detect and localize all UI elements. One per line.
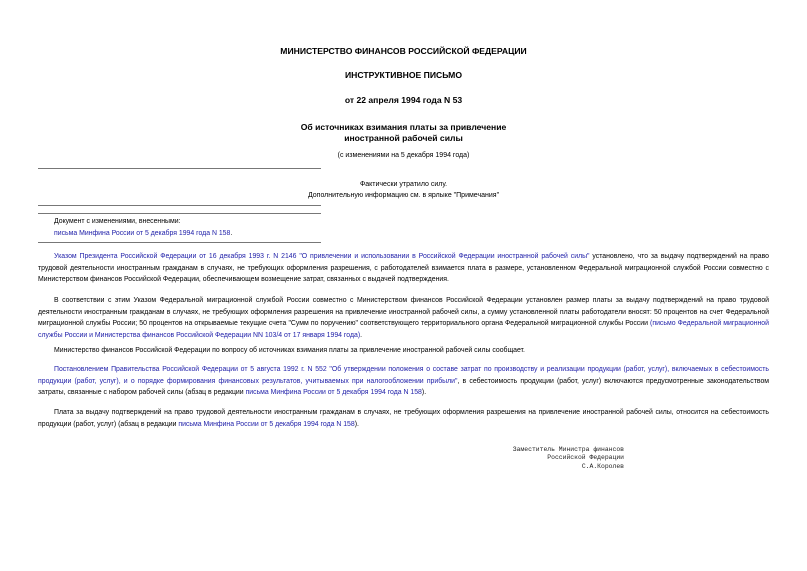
minfin-letter-link[interactable]: письма Минфина России от 5 декабря 1994 года N 158: [178, 420, 355, 428]
changes-note-label: Документ с изменениями, внесенными:: [54, 218, 181, 225]
signature-organization: Российской Федерации: [547, 454, 624, 462]
signature-position: Заместитель Министра финансов: [512, 446, 624, 453]
divider: [38, 242, 321, 243]
ministry-heading: МИНИСТЕРСТВО ФИНАНСОВ РОССИЙСКОЙ ФЕДЕРАЦИИ: [280, 46, 527, 56]
status-line-2: Дополнительную информацию см. в ярлыке "Примечания": [307, 192, 500, 199]
amendment-link[interactable]: письма Минфина России от 5 декабря 1994 года N 158: [54, 229, 231, 237]
document-type: ИНСТРУКТИВНОЕ ПИСЬМО: [344, 70, 463, 80]
paragraph-5: Плата за выдачу подтверждений на право трудовой деятельности иностранным гражданам в случаях, не требующих оформления разрешения на привлечение иностранной рабочей силы, относится на себестоимость продукции (работ, услуг) (абзац в редакции письма Минфина России от 5 декабря 1994 года N 158).: [38, 409, 769, 428]
divider: [38, 168, 321, 169]
paragraph-2: В соответствии с этим Указом Федеральной миграционной службой России совместно с Министерством финансов Российской Федерации установлен размер платы за выдачу подтверждений на право трудовой деятельности иностранным гражданам в случаях, не требующих оформления разрешения на привлечение иностранной рабочей силы, а сумму установленной платы работодатели вносят: 50 процентов на счет Федеральной миграционной службы России; 50 процентов на открываемые текущие счета "Сумм по поручению" соответствующего территориального органа Федеральной миграционной службы России (письмо Федеральной миграционной службы России и Министерства финансов Российской Федерации NN 103/4 от 17 января 1994 года).: [38, 297, 769, 340]
minfin-letter-link[interactable]: письма Минфина России от 5 декабря 1994 года N 158: [245, 389, 422, 397]
status-line-1: Фактически утратило силу.: [359, 181, 448, 188]
paragraph-4: Постановлением Правительства Российской Федерации от 5 августа 1992 г. N 552 "Об утверждении положения о составе затрат по производству и реализации продукции (работ, услуг), включаемых в себестоимость продукции (работ, услуг), и о порядке формирования финансовых результатов, учитываемых при налогообложении прибыли", в себестоимость продукции (работ, услуг) включаются предусмотренные законодательством затраты, связанные с набором рабочей силы (абзац в редакции письма Минфина России от 5 декабря 1994 года N 158).: [38, 366, 770, 397]
amendments-note: (с изменениями на 5 декабря 1994 года): [337, 152, 470, 159]
decree-link[interactable]: Указом Президента Российской Федерации от 16 декабря 1993 г. N 2146 "О привлечении и использовании в Российской Федерации иностранной рабочей силы": [54, 253, 590, 260]
fms-letter-link[interactable]: (письмо Федеральной миграционной службы России и Министерства финансов Российской Федерации NN 103/4 от 17 января 1994 года): [38, 320, 769, 340]
paragraph-1: Указом Президента Российской Федерации от 16 декабря 1993 г. N 2146 "О привлечении и использовании в Российской Федерации иностранной рабочей силы" установлено, что за выдачу подтверждений на право трудовой деятельности иностранным гражданам в случаях, не требующих оформления разрешения, с работодателей взимается плата в размере, установленном Федеральной миграционной службой России совместно с Министерством финансов Российской Федерации, обеспечивающем возмещение затрат, связанных с выдачей подтверждения.: [38, 253, 769, 284]
document-date-number: от 22 апреля 1994 года N 53: [344, 95, 463, 105]
divider: [38, 205, 321, 206]
resolution-link[interactable]: Постановлением Правительства Российской Федерации от 5 августа 1992 г. N 552 "Об утверждении положения о составе затрат по производству и реализации продукции (работ, услуг), включаемых в себестоимость продукции (работ, услуг), и о порядке формирования финансовых результатов, учитываемых при налогообложении прибыли": [38, 366, 769, 385]
document-title-line-1: Об источниках взимания платы за привлечение: [300, 122, 507, 132]
signature-block: [513, 446, 624, 471]
changes-note: Документ с изменениями, внесенными: письма Минфина России от 5 декабря 1994 года N 158.: [54, 218, 233, 237]
document-title-line-2: иностранной рабочей силы: [344, 133, 463, 143]
divider: [38, 213, 321, 214]
signature-name: С.А.Королев: [581, 462, 624, 470]
paragraph-3: Министерство финансов Российской Федерации по вопросу об источниках взимания платы за привлечение иностранной рабочей силы сообщает.: [54, 347, 525, 354]
